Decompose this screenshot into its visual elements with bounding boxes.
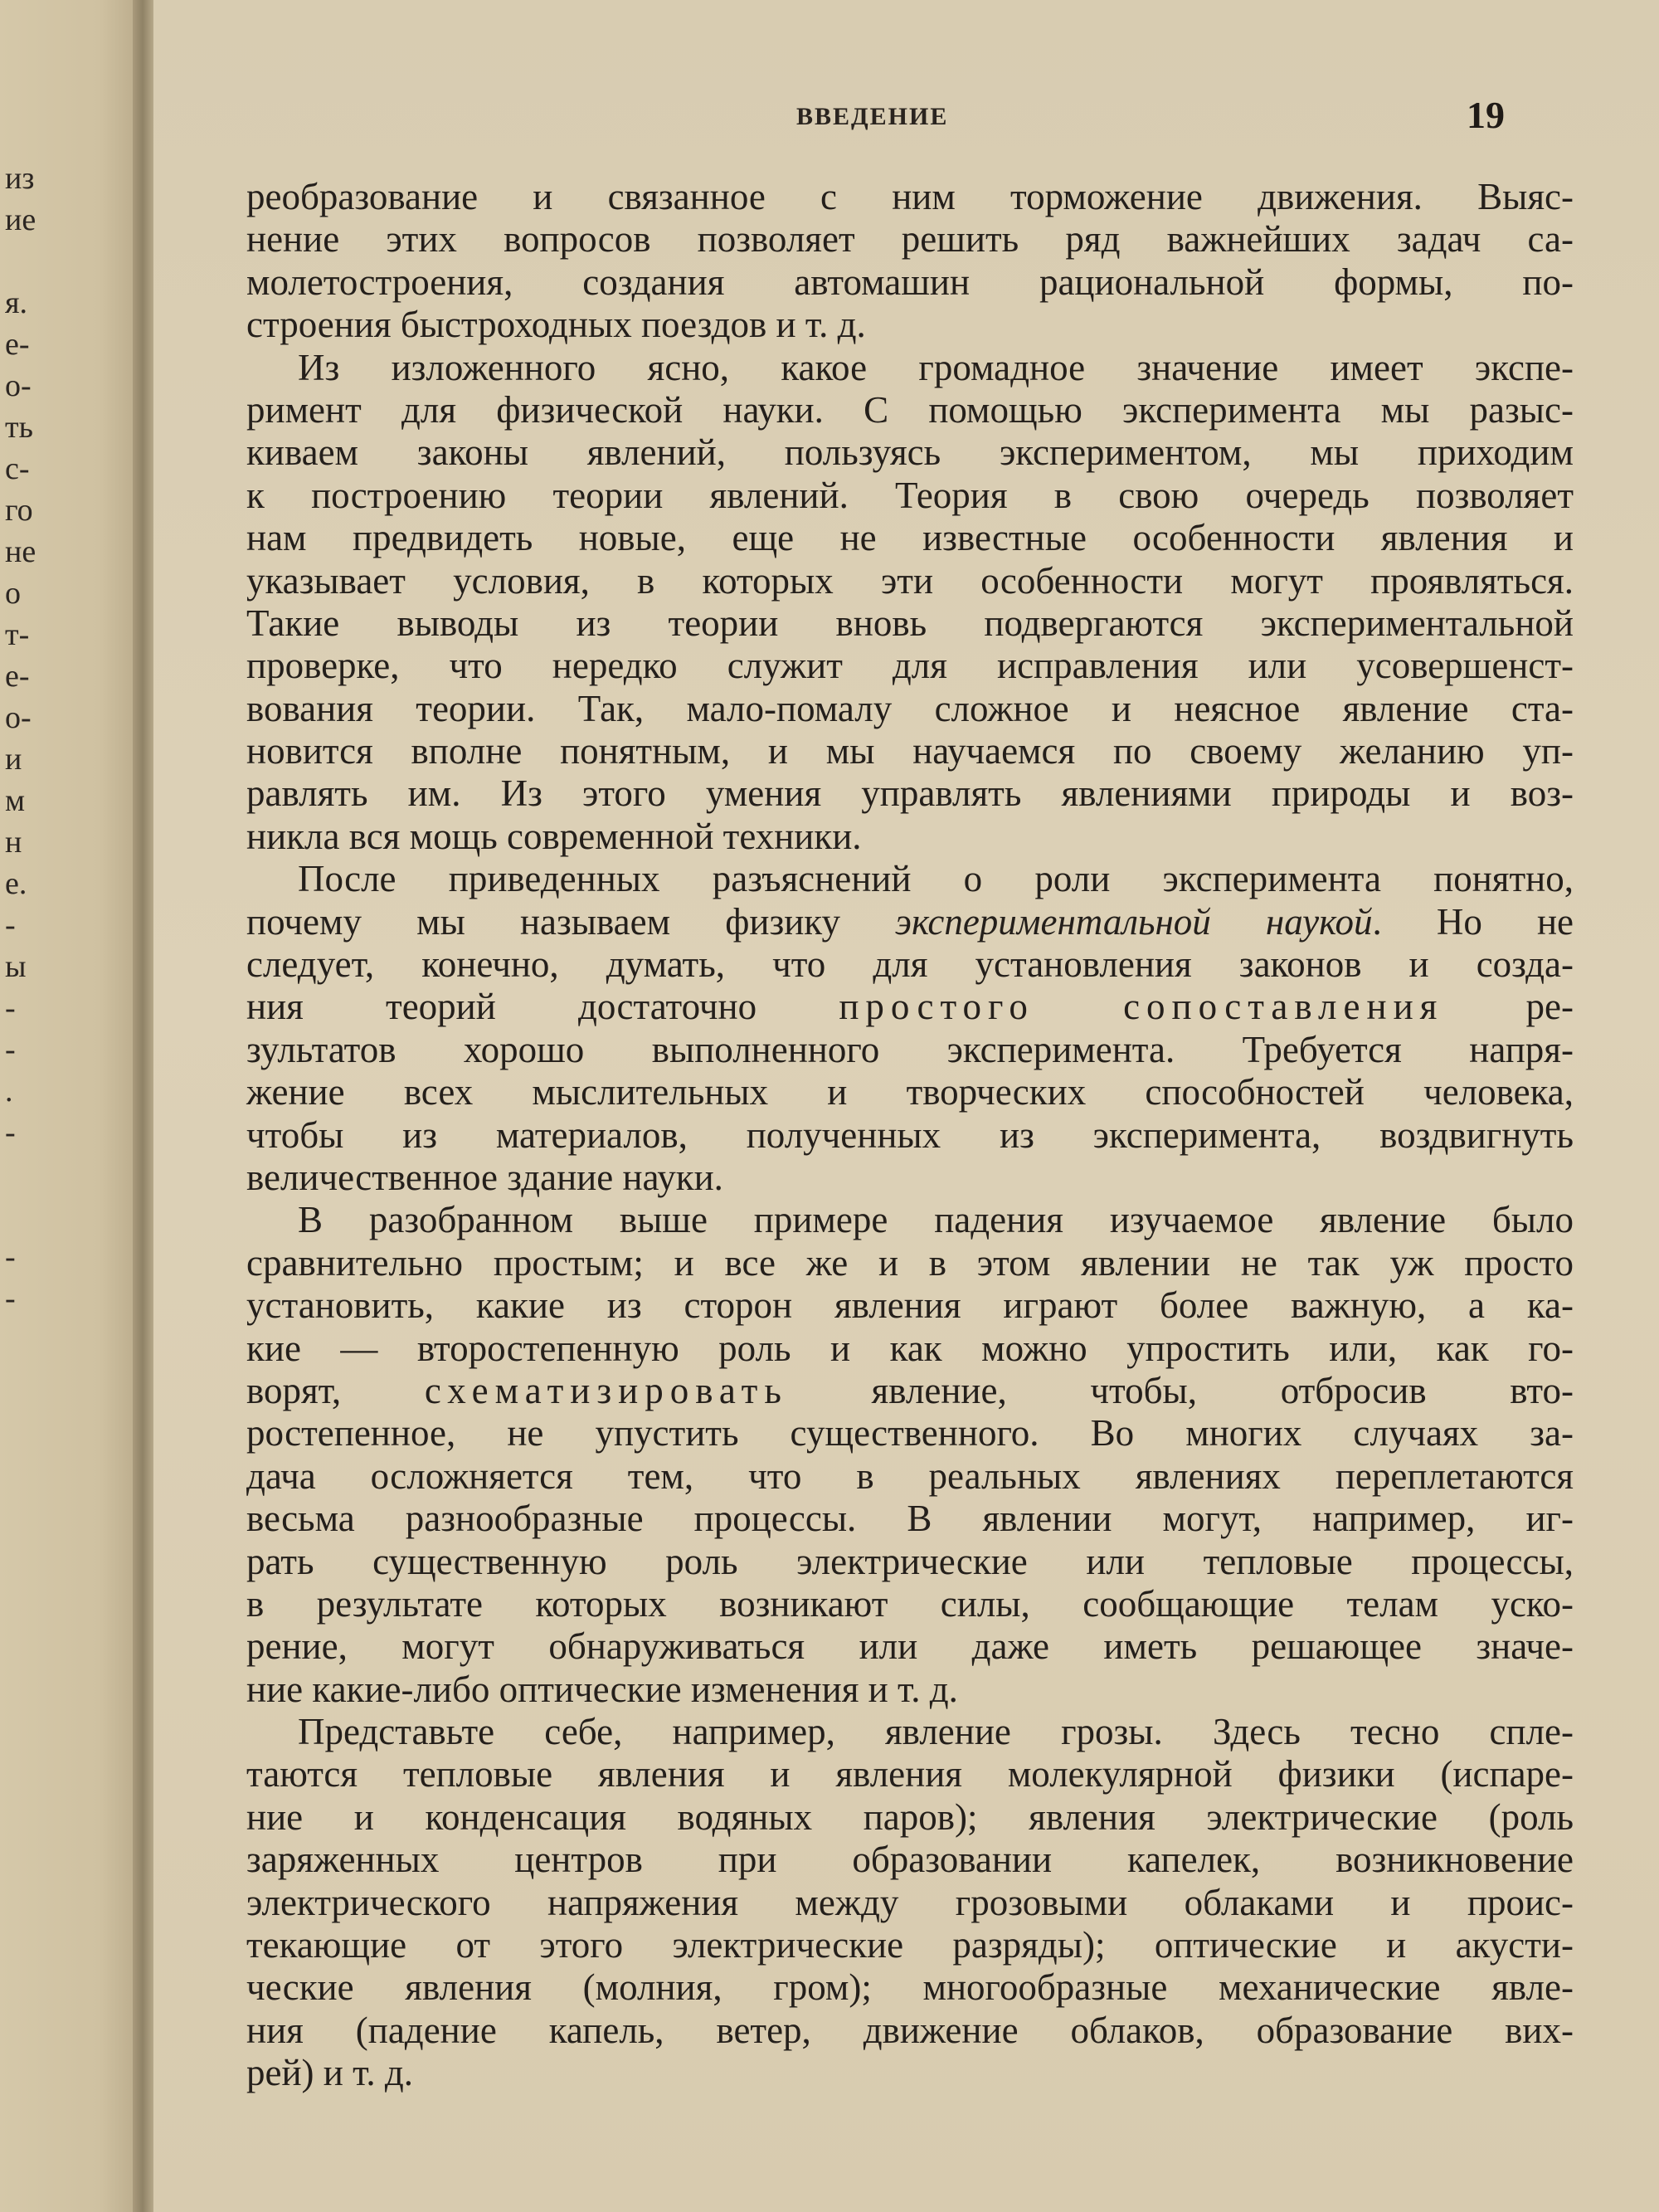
text-line: следует, конечно, думать, что для установления законов и созда- bbox=[246, 943, 1574, 986]
left-fragment bbox=[0, 1195, 143, 1236]
text-line: дача осложняется тем, что в реальных явлениях переплетаются bbox=[246, 1454, 1574, 1497]
left-page-edge bbox=[0, 0, 143, 2212]
text-line: вования теории. Так, мало-помалу сложное и неясное явление ста- bbox=[246, 687, 1574, 729]
text-run: ворят, bbox=[246, 1369, 425, 1411]
left-fragment: н bbox=[5, 825, 22, 860]
left-fragment: - bbox=[5, 1281, 16, 1316]
left-fragment: из bbox=[5, 161, 35, 196]
text-line: Представьте себе, например, явление грозы. Здесь тесно спле- bbox=[298, 1711, 1574, 1753]
left-fragment: - bbox=[5, 991, 16, 1026]
text-line: указывает условия, в которых эти особенности могут проявляться. bbox=[246, 559, 1574, 602]
text-line: реобразование и связанное с ним торможение движения. Выяс- bbox=[246, 176, 1574, 217]
right-page bbox=[153, 0, 1659, 2212]
left-fragment: не bbox=[5, 534, 36, 569]
left-fragment: ть bbox=[5, 410, 33, 445]
text-line: жение всех мыслительных и творческих способностей человека, bbox=[246, 1071, 1574, 1113]
text-line: к построению теории явлений. Теория в свою очередь позволяет bbox=[246, 474, 1574, 516]
text-line: римент для физической науки. С помощью эксперимента мы разыс- bbox=[246, 388, 1574, 431]
text-run: ния теорий достаточно bbox=[246, 986, 839, 1028]
text-line: зультатов хорошо выполненного эксперимента. Требуется напря- bbox=[246, 1028, 1574, 1070]
text-line: После приведенных разъяснений о роли эксперимента понятно, bbox=[298, 858, 1574, 900]
text-line: заряженных центров при образовании капелек, возникновение bbox=[246, 1839, 1574, 1881]
left-fragment: . bbox=[5, 1074, 13, 1108]
text-line: кие — второстепенную роль и как можно упростить или, как го- bbox=[246, 1327, 1574, 1369]
text-line: никла вся мощь современной техники. bbox=[246, 815, 862, 857]
left-fragment: - bbox=[5, 1240, 16, 1274]
body-text bbox=[246, 176, 1574, 2095]
left-page-fragments bbox=[0, 158, 143, 1319]
text-line: ние и конденсация водяных паров); явления электрические (роль bbox=[246, 1795, 1574, 1838]
page-number: 19 bbox=[1467, 94, 1505, 136]
text-run: ре- bbox=[1443, 986, 1574, 1028]
text-line bbox=[246, 986, 1574, 1028]
text-run: . Но не bbox=[1372, 900, 1574, 943]
text-line: рей) и т. д. bbox=[246, 2052, 414, 2094]
left-fragment: с- bbox=[5, 451, 30, 486]
left-fragment: я. bbox=[5, 285, 27, 320]
text-line: нам предвидеть новые, еще не известные особенности явления и bbox=[246, 517, 1574, 559]
text-line bbox=[246, 1370, 1574, 1412]
left-fragment: - bbox=[5, 1115, 16, 1150]
text-line: таются тепловые явления и явления молекулярной физики (испаре- bbox=[246, 1753, 1574, 1795]
text-line: ния (падение капель, ветер, движение облаков, образование вих- bbox=[246, 2009, 1574, 2051]
left-fragment: т- bbox=[5, 617, 30, 652]
text-line: текающие от этого электрические разряды); оптические и акусти- bbox=[246, 1924, 1574, 1966]
left-fragment: - bbox=[5, 1032, 16, 1067]
text-line: установить, какие из сторон явления играют более важную, а ка- bbox=[246, 1284, 1574, 1327]
text-line: проверке, что нередко служит для исправления или усовершенст- bbox=[246, 645, 1574, 687]
text-line: Из изложенного ясно, какое громадное значение имеет экспе- bbox=[298, 346, 1574, 388]
left-fragment: о bbox=[5, 576, 21, 611]
text-line bbox=[246, 901, 1574, 943]
text-line: новится вполне понятным, и мы научаемся по своему желанию уп- bbox=[246, 730, 1574, 772]
left-fragment: е- bbox=[5, 659, 30, 694]
text-line: молетостроения, создания автомашин рациональной формы, по- bbox=[246, 261, 1574, 303]
left-fragment: и bbox=[5, 742, 22, 777]
text-line: чтобы из материалов, полученных из эксперимента, воздвигнуть bbox=[246, 1113, 1574, 1156]
text-line: электрического напряжения между грозовыми облаками и проис- bbox=[246, 1881, 1574, 1923]
text-line: строения быстроходных поездов и т. д. bbox=[246, 304, 866, 346]
text-line: в результате которых возникают силы, сообщающие телам уско- bbox=[246, 1582, 1574, 1625]
left-fragment bbox=[0, 1153, 143, 1195]
text-line: рение, могут обнаруживаться или даже иметь решающее значе- bbox=[246, 1625, 1574, 1668]
text-line: рать существенную роль электрические или тепловые процессы, bbox=[246, 1540, 1574, 1582]
text-line: киваем законы явлений, пользуясь экспериментом, мы приходим bbox=[246, 431, 1574, 474]
text-line: весьма разнообразные процессы. В явлении могут, например, иг- bbox=[246, 1498, 1574, 1540]
left-fragment: го bbox=[5, 493, 33, 528]
running-head: ВВЕДЕНИЕ bbox=[796, 103, 949, 130]
spaced-term: схематизировать bbox=[424, 1369, 788, 1411]
text-line: ние какие-либо оптические изменения и т. д. bbox=[246, 1668, 958, 1710]
text-line: ростепенное, не упустить существенного. Во многих случаях за- bbox=[246, 1412, 1574, 1454]
text-line: В разобранном выше примере падения изучаемое явление было bbox=[298, 1199, 1574, 1241]
left-fragment bbox=[0, 241, 143, 282]
text-line: Такие выводы из теории вновь подвергаются экспериментальной bbox=[246, 602, 1574, 644]
emphasized-term: экспериментальной наукой bbox=[895, 900, 1373, 943]
left-fragment: ие bbox=[5, 202, 36, 237]
text-run: почему мы называем физику bbox=[246, 900, 896, 943]
text-line: равлять им. Из этого умения управлять явлениями природы и воз- bbox=[246, 772, 1574, 815]
text-line: величественное здание науки. bbox=[246, 1156, 723, 1198]
text-line: нение этих вопросов позволяет решить ряд важнейших задач са- bbox=[246, 218, 1574, 261]
left-fragment: - bbox=[5, 908, 16, 943]
left-fragment: е. bbox=[5, 866, 27, 901]
text-line: сравнительно простым; и все же и в этом явлении не так уж просто bbox=[246, 1241, 1574, 1284]
left-fragment: ы bbox=[5, 949, 27, 984]
text-run: явление, чтобы, отбросив вто- bbox=[787, 1369, 1574, 1411]
left-fragment: о- bbox=[5, 368, 32, 403]
text-line: ческие явления (молния, гром); многообразные механические явле- bbox=[246, 1966, 1574, 2009]
left-fragment: е- bbox=[5, 327, 30, 362]
left-fragment: м bbox=[5, 783, 26, 818]
page-header bbox=[153, 93, 1659, 143]
spaced-term: простого сопоставления bbox=[839, 986, 1444, 1028]
left-fragment: о- bbox=[5, 700, 32, 735]
